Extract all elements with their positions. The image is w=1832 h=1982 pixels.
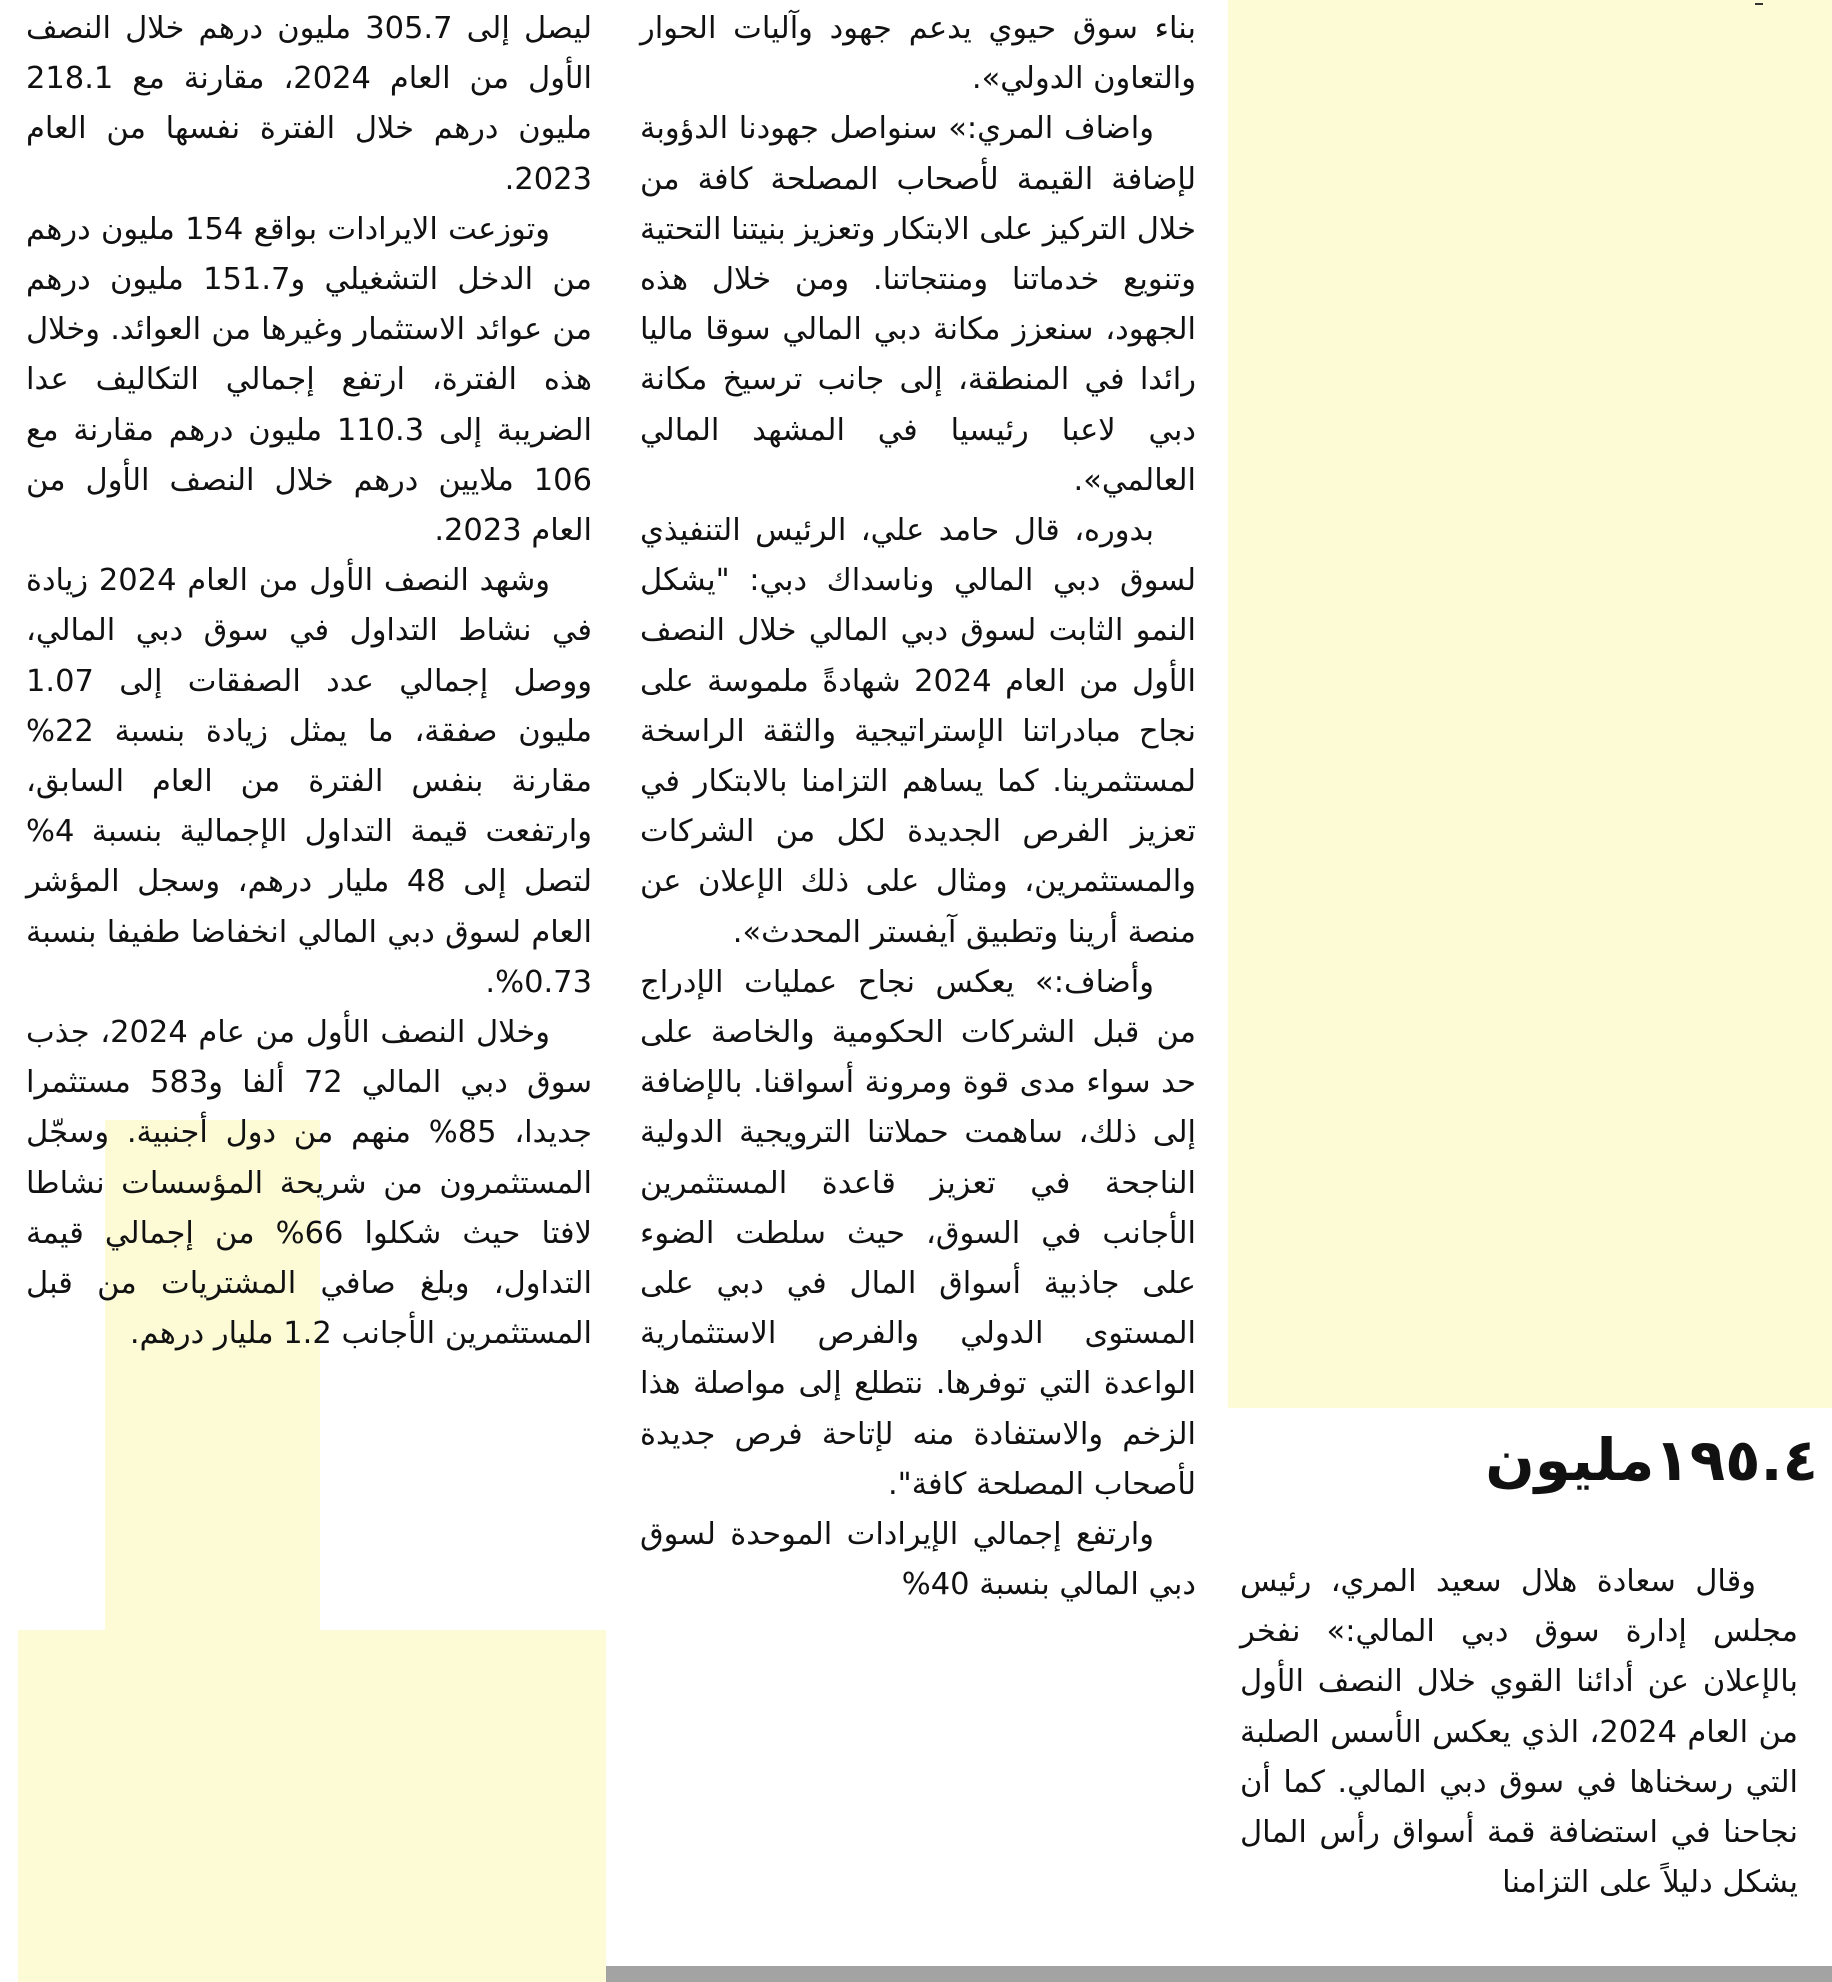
paragraph: وتوزعت الايرادات بواقع 154 مليون درهم من الدخل التشغيلي و151.7 مليون درهم من عوائد الاستثمار وغيرها من العوائد. وخلال هذه الفترة، ارتفع إجمالي التكاليف عدا الضريبة إلى 110.3 مليون درهم مقارنة مع 106 ملايين درهم خلال النصف الأول من العام 2023. (26, 211, 593, 549)
article-column-middle (640, 4, 1196, 1611)
paragraph: وشهد النصف الأول من العام 2024 زيادة في نشاط التداول في سوق دبي المالي، ووصل إجمالي عدد الصفقات إلى 1.07 مليون صفقة، ما يمثل زيادة بنسبة 22% مقارنة بنفس الفترة من العام السابق، وارتفعت قيمة التداول الإجمالية بنسبة 4% لتصل إلى 48 مليار درهم، وسجل المؤشر العام لسوق دبي المالي انخفاضا طفيفا بنسبة 0.73%. (26, 563, 592, 1000)
paragraph: ليصل إلى 305.7 مليون درهم خلال النصف الأول من العام 2024، مقارنة مع 218.1 مليون درهم خلال الفترة نفسها من العام 2023. (26, 11, 592, 197)
highlight-headline: ١٩٥.٤مليون (1485, 1426, 1818, 1494)
shaded-column-background (1228, 0, 1832, 1408)
article-column-right (1240, 1557, 1798, 1908)
article-column-left (26, 4, 592, 1359)
paragraph: واضاف المري:» سنواصل جهودنا الدؤوبة لإضافة القيمة لأصحاب المصلحة كافة من خلال التركيز على الابتكار وتعزيز بنيتنا التحتية وتنويع خدماتنا ومنتجاتنا. ومن خلال هذه الجهود، سنعزز مكانة دبي المالي سوقا ماليا رائدا في المنطقة، إلى جانب ترسيخ مكانة دبي لاعبا رئيسيا في المشهد المالي العالمي». (640, 111, 1196, 498)
paragraph: بدوره، قال حامد علي، الرئيس التنفيذي لسوق دبي المالي وناسداك دبي: "يشكل النمو الثابت لسوق دبي المالي خلال النصف الأول من العام 2024 شهادةً ملموسة على نجاح مبادراتنا الإستراتيجية والثقة الراسخة لمستثمرينا. كما يساهم التزامنا بالابتكار في تعزيز الفرص الجديدة لكل من الشركات والمستثمرين، ومثال على ذلك الإعلان عن منصة أرينا وتطبيق آيفستر المحدث». (640, 513, 1196, 950)
paragraph: بناء سوق حيوي يدعم جهود وآليات الحوار والتعاون الدولي». (640, 11, 1196, 97)
paragraph: وخلال النصف الأول من عام 2024، جذب سوق دبي المالي 72 ألفا و583 مستثمرا جديدا، 85% منهم من دول أجنبية. وسجّل المستثمرون من شريحة المؤسسات نشاطا لافتا حيث شكلوا 66% من إجمالي قيمة التداول، وبلغ صافي المشتريات من قبل المستثمرين الأجانب 1.2 مليار درهم. (26, 1015, 593, 1352)
paragraph: وأضاف:» يعكس نجاح عمليات الإدراج من قبل الشركات الحكومية والخاصة على حد سواء مدى قوة ومرونة أسواقنا. بالإضافة إلى ذلك، ساهمت حملاتنا الترويجية الدولية الناجحة في تعزيز قاعدة المستثمرين الأجانب في السوق، حيث سلطت الضوء على جاذبية أسواق المال في دبي على المستوى الدولي والفرص الاستثمارية الواعدة التي توفرها. نتطلع إلى مواصلة هذا الزخم والاستفادة منه لإتاحة فرص جديدة لأصحاب المصلحة كافة". (640, 964, 1196, 1502)
bottom-divider-bar (606, 1966, 1832, 1982)
shaded-corner-background (18, 1630, 606, 1982)
paragraph: وقال سعادة هلال سعيد المري، رئيس مجلس إدارة سوق دبي المالي:» نفخر بالإعلان عن أدائنا القوي خلال النصف الأول من العام 2024، الذي يعكس الأسس الصلبة التي رسخناها في سوق دبي المالي. كما أن نجاحنا في استضافة قمة أسواق رأس المال يشكل دليلاً على التزامنا (1240, 1564, 1798, 1901)
paragraph: وارتفع إجمالي الإيرادات الموحدة لسوق دبي المالي بنسبة 40% (640, 1517, 1196, 1603)
corner-mark (1755, 3, 1763, 5)
